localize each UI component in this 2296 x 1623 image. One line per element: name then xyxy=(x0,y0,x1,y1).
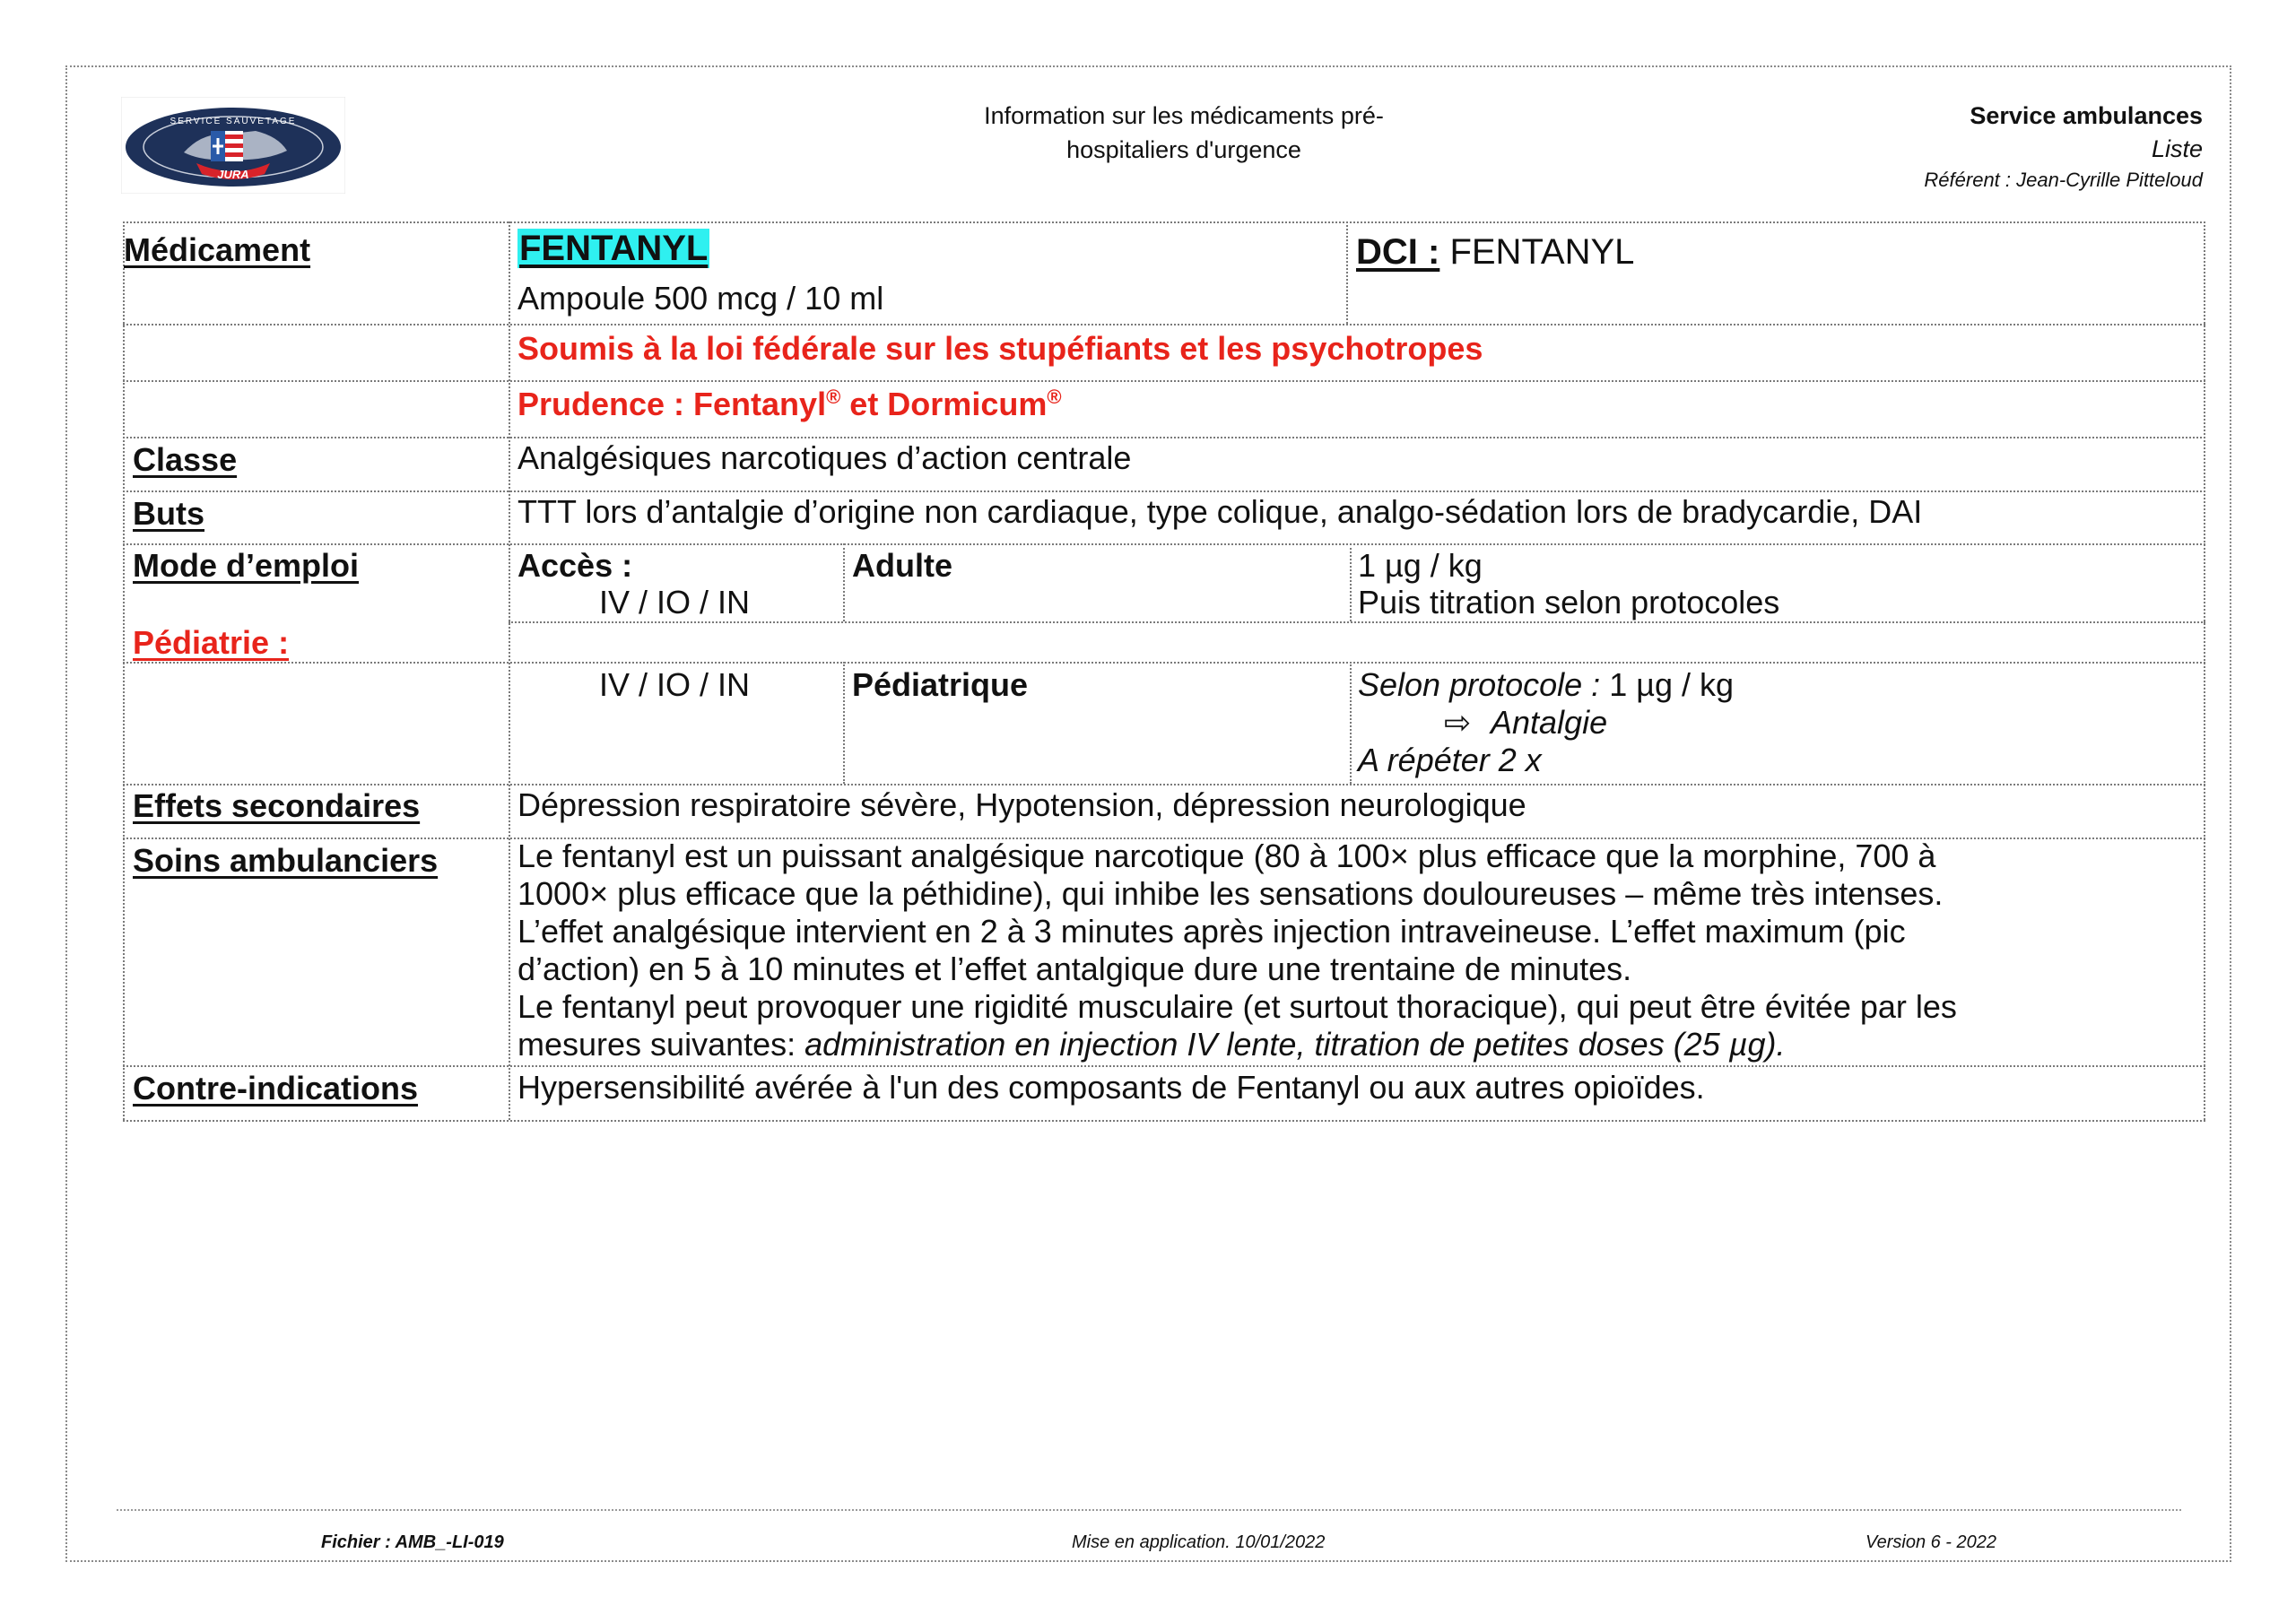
soins-line: L’effet analgésique intervient en 2 à 3 minutes après injection intraveineuse. L’effet maximum (pic xyxy=(517,913,1906,950)
document-type: Liste xyxy=(2151,135,2203,162)
medicament-label: Médicament xyxy=(124,231,311,268)
footer-divider xyxy=(117,1509,2181,1511)
contre-indications-value: Hypersensibilité avérée à l'un des composants de Fentanyl ou aux autres opioïdes. xyxy=(517,1069,1705,1106)
pediatrie-repeat: A répéter 2 x xyxy=(1358,742,1542,778)
pediatrique-label: Pédiatrique xyxy=(852,666,1029,703)
warning-prudence-dormicum: et Dormicum xyxy=(840,386,1048,422)
pediatrie-antalgie: Antalgie xyxy=(1491,704,1608,741)
adulte-label: Adulte xyxy=(852,547,952,584)
service-header xyxy=(1924,99,2203,195)
service-logo xyxy=(121,97,345,194)
soins-label: Soins ambulanciers xyxy=(133,842,439,879)
protocole-label: Selon protocole : xyxy=(1358,666,1601,703)
contre-indications-label: Contre-indications xyxy=(133,1070,419,1107)
effets-label: Effets secondaires xyxy=(133,787,421,824)
warning-stupefiants: Soumis à la loi fédérale sur les stupéfiants et les psychotropes xyxy=(517,330,1483,367)
soins-line: Le fentanyl peut provoquer une rigidité musculaire (et surtout thoracique), qui peut être évitée par les xyxy=(517,988,1957,1025)
registered-mark: ® xyxy=(1047,386,1062,408)
buts-label: Buts xyxy=(133,495,204,532)
svg-text:JURA: JURA xyxy=(217,168,249,181)
drug-name-cell xyxy=(517,230,709,268)
soins-line-start: mesures suivantes: xyxy=(517,1026,805,1063)
acces-label: Accès : xyxy=(517,547,633,584)
effets-value: Dépression respiratoire sévère, Hypotension, dépression neurologique xyxy=(517,786,1526,823)
svg-text:SERVICE SAUVETAGE: SERVICE SAUVETAGE xyxy=(170,117,297,126)
footer-mise-en-application: Mise en application. 10/01/2022 xyxy=(1072,1532,1326,1552)
adulte-titration: Puis titration selon protocoles xyxy=(1358,584,1780,621)
acces-value: IV / IO / IN xyxy=(599,584,751,621)
pediatrie-acces: IV / IO / IN xyxy=(599,666,751,703)
classe-value: Analgésiques narcotiques d’action centrale xyxy=(517,439,1132,476)
dci-label: DCI : xyxy=(1356,232,1440,272)
classe-label: Classe xyxy=(133,441,238,478)
drug-name: FENTANYL xyxy=(519,229,709,268)
mode-emploi-label: Mode d’emploi xyxy=(133,547,359,584)
soins-line: d’action) en 5 à 10 minutes et l’effet antalgique dure une trentaine de minutes. xyxy=(517,950,1632,987)
footer-version: Version 6 - 2022 xyxy=(1866,1532,1997,1552)
title-line-2: hospitaliers d'urgence xyxy=(1066,136,1301,163)
soins-line-italic: administration en injection IV lente, titration de petites doses (25 µg). xyxy=(804,1026,1786,1063)
dci xyxy=(1356,233,1634,271)
buts-value: TTT lors d’antalgie d’origine non cardiaque, type colique, analgo-sédation lors de bradycardie, DAI xyxy=(517,493,1923,530)
title-line-1: Information sur les médicaments pré- xyxy=(984,102,1384,129)
pediatrie-dose: 1 µg / kg xyxy=(1600,666,1735,703)
soins-line: 1000× plus efficace que la péthidine), qui inhibe les sensations douloureuses – même très intenses. xyxy=(517,875,1944,912)
dci-value: FENTANYL xyxy=(1439,232,1635,272)
warning-prudence xyxy=(517,386,1062,423)
service-name: Service ambulances xyxy=(1970,102,2203,129)
warning-prudence-fentanyl: Prudence : Fentanyl xyxy=(517,386,827,422)
arrow-icon: ⇨ xyxy=(1444,704,1472,741)
referent: Référent : Jean-Cyrille Pitteloud xyxy=(1924,169,2203,191)
soins-paragraph xyxy=(517,838,2222,1063)
registered-mark: ® xyxy=(826,386,841,408)
soins-line: Le fentanyl est un puissant analgésique narcotique (80 à 100× plus efficace que la morphine, 700 à xyxy=(517,838,1936,874)
pediatrie-protocole xyxy=(1358,666,1734,704)
adulte-dose: 1 µg / kg xyxy=(1358,547,1483,584)
pediatrie-label: Pédiatrie : xyxy=(133,624,290,661)
footer-fichier: Fichier : AMB_-LI-019 xyxy=(321,1532,504,1552)
soins-line xyxy=(517,1026,2222,1063)
ampoule: Ampoule 500 mcg / 10 ml xyxy=(517,280,884,317)
document-title xyxy=(897,99,1471,167)
